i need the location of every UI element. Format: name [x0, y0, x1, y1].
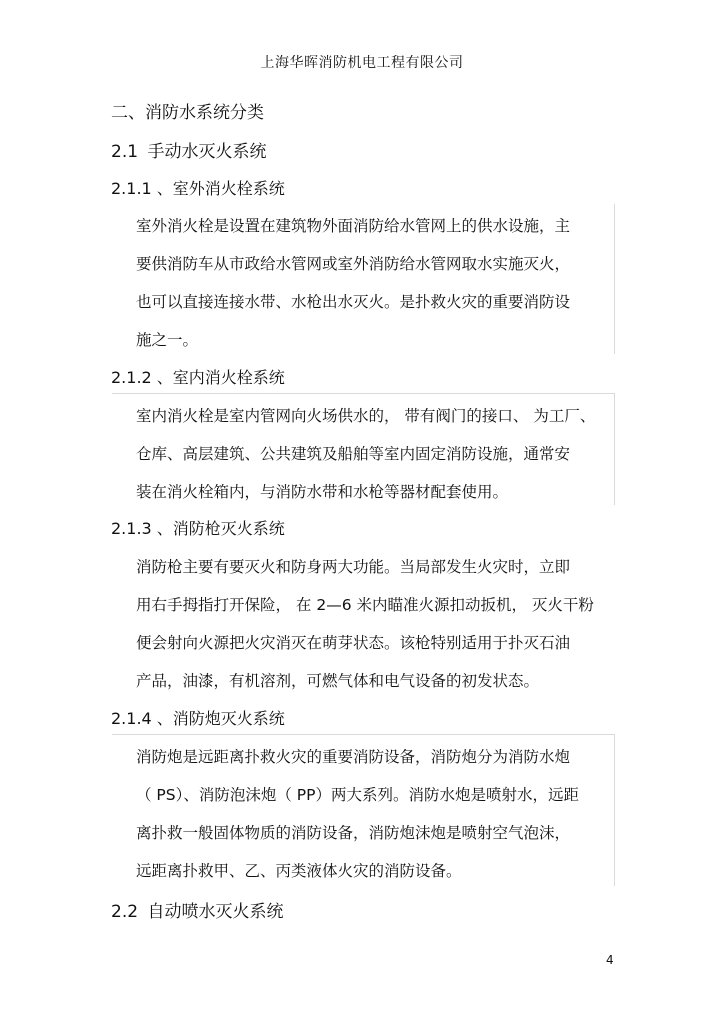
paragraph-line: 便会射向火源把火灾消灭在萌芽状态。该枪特别适用于扑灭石油 — [136, 634, 571, 652]
page-number: 4 — [606, 953, 614, 967]
section-heading-2: 二、消防水系统分类 — [111, 103, 264, 123]
paragraph-line: 施之一。 — [136, 331, 199, 349]
paragraph-line: 离扑救一般固体物质的消防设备，消防炮沫炮是喷射空气泡沫， — [136, 824, 571, 842]
section-heading-2-1-2: 2.1.2 、室内消火栓系统 — [111, 368, 285, 387]
paragraph-line: 消防炮是远距离扑救火灾的重要消防设备，消防炮分为消防水炮 — [136, 748, 571, 766]
paragraph-indoor-hydrant — [112, 393, 615, 505]
paragraph-line: 仓库、高层建筑、公共建筑及船舶等室内固定消防设施，通常安 — [136, 445, 571, 463]
paragraph-line: 室内消火栓是室内管网向火场供水的， 带有阀门的接口、 为工厂、 — [136, 407, 596, 425]
section-heading-2-1: 2.1 手动水灭火系统 — [111, 142, 267, 162]
paragraph-line: 室外消火栓是设置在建筑物外面消防给水管网上的供水设施，主 — [136, 217, 571, 235]
paragraph-line: 也可以直接连接水带、水枪出水灭火。是扑救火灾的重要消防设 — [136, 293, 571, 311]
paragraph-line: 产品，油漆，有机溶剂，可燃气体和电气设备的初发状态。 — [136, 672, 540, 690]
paragraph-line: 要供消防车从市政给水管网或室外消防给水管网取水实施灭火， — [136, 255, 571, 273]
paragraph-line: （ PS）、消防泡沫炮（ PP）两大系列。消防水炮是喷射水，远距 — [136, 786, 579, 804]
paragraph-line: 远距离扑救甲、乙、丙类液体火灾的消防设备。 — [136, 862, 462, 880]
section-heading-2-1-3: 2.1.3 、消防枪灭火系统 — [111, 519, 285, 538]
section-heading-2-1-1: 2.1.1 、室外消火栓系统 — [111, 179, 285, 198]
paragraph-line: 用右手拇指打开保险， 在 2—6 米内瞄准火源扣动扳机， 灭火干粉 — [136, 596, 594, 614]
paragraph-line: 消防枪主要有要灭火和防身两大功能。当局部发生火灾时，立即 — [136, 558, 571, 576]
paragraph-fire-monitor — [112, 734, 615, 886]
company-header: 上海华晖消防机电工程有限公司 — [260, 55, 464, 71]
paragraph-line: 装在消火栓箱内，与消防水带和水枪等器材配套使用。 — [136, 483, 509, 501]
section-heading-2-1-4: 2.1.4 、消防炮灭火系统 — [111, 709, 285, 728]
section-heading-2-2: 2.2 自动喷水灭火系统 — [111, 902, 284, 922]
paragraph-fire-gun — [112, 545, 615, 695]
paragraph-outdoor-hydrant — [112, 204, 615, 354]
